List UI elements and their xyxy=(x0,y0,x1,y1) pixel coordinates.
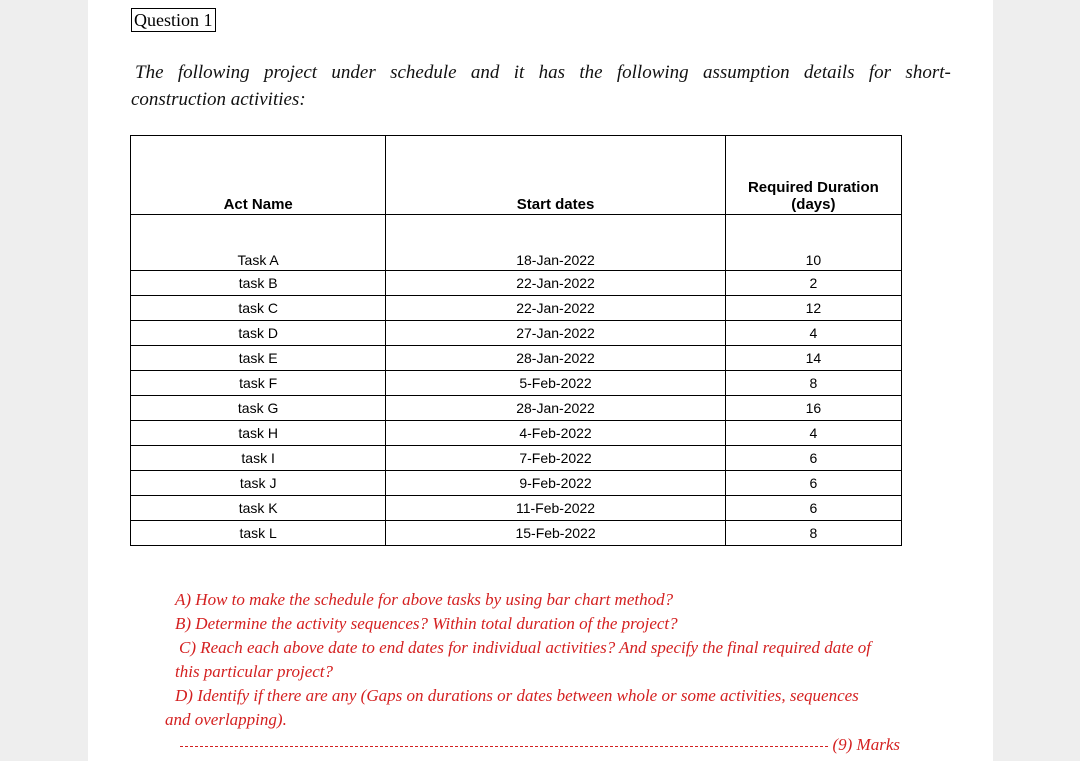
table-row xyxy=(131,446,902,471)
table-row xyxy=(131,321,902,346)
questions-block xyxy=(165,588,945,732)
table-row xyxy=(131,215,902,271)
cell-duration: 6 xyxy=(725,471,901,496)
header-required-duration: Required Duration (days) xyxy=(725,136,901,215)
cell-act-name: task I xyxy=(131,446,386,471)
table-row xyxy=(131,296,902,321)
marks-label: (9) Marks xyxy=(832,735,900,754)
cell-duration: 8 xyxy=(725,521,901,546)
cell-duration: 16 xyxy=(725,396,901,421)
cell-start-date: 28-Jan-2022 xyxy=(386,396,725,421)
cell-duration: 2 xyxy=(725,271,901,296)
intro-line-2: construction activities: xyxy=(131,89,306,110)
cell-start-date: 7-Feb-2022 xyxy=(386,446,725,471)
question-d-line-2: and overlapping). xyxy=(165,710,287,729)
header-act-name: Act Name xyxy=(131,136,386,215)
cell-duration: 10 xyxy=(725,215,901,271)
task-schedule-table xyxy=(130,135,902,546)
cell-act-name: Task A xyxy=(131,215,386,271)
cell-start-date: 5-Feb-2022 xyxy=(386,371,725,396)
cell-act-name: task K xyxy=(131,496,386,521)
cell-duration: 4 xyxy=(725,421,901,446)
intro-word: The xyxy=(135,62,164,83)
intro-paragraph xyxy=(131,59,951,113)
intro-word: assumption xyxy=(703,62,790,83)
intro-word: short- xyxy=(905,62,951,83)
cell-act-name: task F xyxy=(131,371,386,396)
cell-start-date: 27-Jan-2022 xyxy=(386,321,725,346)
cell-start-date: 18-Jan-2022 xyxy=(386,215,725,271)
table-row xyxy=(131,371,902,396)
cell-start-date: 11-Feb-2022 xyxy=(386,496,725,521)
table-row xyxy=(131,271,902,296)
intro-word: has xyxy=(538,62,565,83)
intro-line-1 xyxy=(131,59,951,86)
intro-word: schedule xyxy=(390,62,457,83)
intro-word: details xyxy=(803,62,855,83)
cell-act-name: task L xyxy=(131,521,386,546)
cell-start-date: 4-Feb-2022 xyxy=(386,421,725,446)
cell-duration: 6 xyxy=(725,496,901,521)
intro-word: project xyxy=(263,62,318,83)
intro-word: for xyxy=(868,62,892,83)
intro-word: following xyxy=(177,62,250,83)
cell-act-name: task H xyxy=(131,421,386,446)
intro-word: under xyxy=(331,62,376,83)
dashed-rule xyxy=(180,746,828,747)
question-d-line-1: D) Identify if there are any (Gaps on durations or dates between whole or some activities, sequences xyxy=(175,686,859,705)
cell-act-name: task D xyxy=(131,321,386,346)
question-b: B) Determine the activity sequences? Within total duration of the project? xyxy=(175,614,678,633)
header-start-dates: Start dates xyxy=(386,136,725,215)
cell-duration: 6 xyxy=(725,446,901,471)
cell-act-name: task B xyxy=(131,271,386,296)
table-row xyxy=(131,421,902,446)
document-page xyxy=(88,0,993,761)
cell-start-date: 22-Jan-2022 xyxy=(386,296,725,321)
cell-start-date: 28-Jan-2022 xyxy=(386,346,725,371)
question-a: A) How to make the schedule for above tasks by using bar chart method? xyxy=(175,590,674,609)
marks-line xyxy=(180,733,900,757)
table-row xyxy=(131,496,902,521)
table-body xyxy=(131,215,902,546)
question-c-line-1: C) Reach each above date to end dates for individual activities? And specify the final required date of xyxy=(179,638,871,657)
table-header-row xyxy=(131,136,902,215)
cell-duration: 14 xyxy=(725,346,901,371)
intro-word: it xyxy=(513,62,525,83)
cell-duration: 4 xyxy=(725,321,901,346)
table-row xyxy=(131,396,902,421)
cell-act-name: task J xyxy=(131,471,386,496)
table-row xyxy=(131,521,902,546)
cell-duration: 8 xyxy=(725,371,901,396)
question-c-line-2: this particular project? xyxy=(175,662,334,681)
question-title: Question 1 xyxy=(131,8,216,32)
intro-word: and xyxy=(470,62,500,83)
cell-act-name: task E xyxy=(131,346,386,371)
table-row xyxy=(131,346,902,371)
cell-act-name: task C xyxy=(131,296,386,321)
cell-start-date: 15-Feb-2022 xyxy=(386,521,725,546)
intro-word: following xyxy=(616,62,689,83)
cell-start-date: 9-Feb-2022 xyxy=(386,471,725,496)
cell-start-date: 22-Jan-2022 xyxy=(386,271,725,296)
cell-act-name: task G xyxy=(131,396,386,421)
table-row xyxy=(131,471,902,496)
cell-duration: 12 xyxy=(725,296,901,321)
intro-word: the xyxy=(579,62,603,83)
